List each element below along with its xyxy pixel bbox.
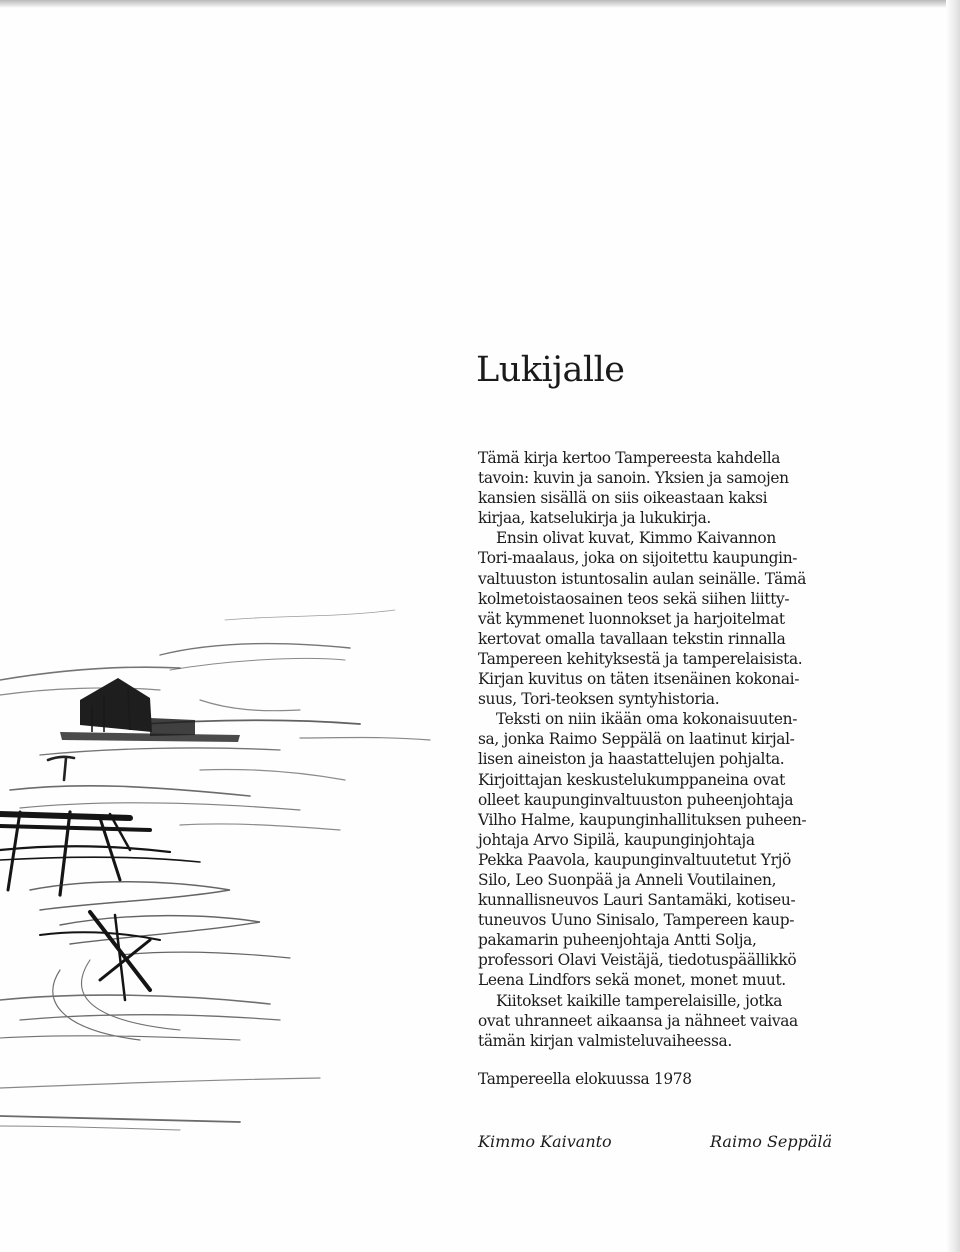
text-line: kirjaa, katselukirja ja lukukirja.: [478, 509, 711, 528]
text-line: kansien sisällä on siis oikeastaan kaksi: [478, 489, 768, 508]
text-line: johtaja Arvo Sipilä, kaupunginjohtaja: [478, 830, 755, 849]
text-line: professori Olavi Veistäjä, tiedotuspäällikkö: [478, 951, 797, 970]
page-right-edge: [946, 0, 960, 1252]
text-line: Kiitokset kaikille tamperelaisille, jotka: [496, 991, 783, 1010]
text-line: Kirjoittajan keskustelukumppaneina ovat: [478, 770, 785, 789]
text-line: Kirjan kuvitus on täten itsenäinen kokonai-: [478, 670, 800, 689]
text-line: Tämä kirja kertoo Tampereesta kahdella: [478, 449, 781, 467]
text-line: tavoin: kuvin ja sanoin. Yksien ja samojen: [478, 469, 789, 488]
text-line: pakamarin puheenjohtaja Antti Solja,: [478, 931, 757, 950]
text-line: Ensin olivat kuvat, Kimmo Kaivannon: [496, 529, 776, 548]
text-line: suus, Tori-teoksen syntyhistoria.: [478, 690, 720, 709]
dateline: Tampereella elokuussa 1978: [478, 1070, 692, 1088]
signature-right: Raimo Seppälä: [710, 1132, 833, 1151]
text-line: Tori-maalaus, joka on sijoitettu kaupungin-: [478, 549, 798, 568]
text-line: sa, jonka Raimo Seppälä on laatinut kirjal-: [478, 730, 795, 749]
text-line: kertovat omalla tavallaan tekstin rinnalla: [478, 629, 786, 648]
text-line: tuneuvos Uuno Sinisalo, Tampereen kaup-: [478, 911, 795, 930]
text-line: lisen aineiston ja haastattelujen pohjalta.: [478, 750, 785, 769]
text-line: ovat uhranneet aikaansa ja nähneet vaivaa: [478, 1011, 798, 1030]
page-top-edge: [0, 0, 960, 8]
text-line: Tampereen kehityksestä ja tamperelaisista.: [478, 649, 803, 668]
text-line: olleet kaupunginvaltuuston puheenjohtaja: [478, 790, 794, 809]
signature-left: Kimmo Kaivanto: [478, 1132, 612, 1151]
text-line: kolmetoistaosainen teos sekä siihen liitty-: [478, 589, 790, 608]
text-line: Leena Lindfors sekä monet, monet muut.: [478, 971, 786, 990]
foreword-text: [478, 448, 858, 1051]
text-line: Pekka Paavola, kaupunginvaltuutetut Yrjö: [478, 850, 791, 869]
text-line: vät kymmenet luonnokset ja harjoitelmat: [478, 609, 785, 628]
text-line: kunnallisneuvos Lauri Santamäki, kotiseu-: [478, 891, 796, 910]
pencil-sketch-illustration: [0, 560, 470, 1150]
text-line: Vilho Halme, kaupunginhallituksen puheen-: [478, 810, 807, 829]
text-line: valtuuston istuntosalin aulan seinälle. Tämä: [478, 569, 807, 588]
text-line: Teksti on niin ikään oma kokonaisuuten-: [496, 710, 798, 729]
text-line: tämän kirjan valmisteluvaiheessa.: [478, 1031, 732, 1050]
page-title: Lukijalle: [476, 350, 625, 390]
text-line: Silo, Leo Suonpää ja Anneli Voutilainen,: [478, 870, 777, 889]
